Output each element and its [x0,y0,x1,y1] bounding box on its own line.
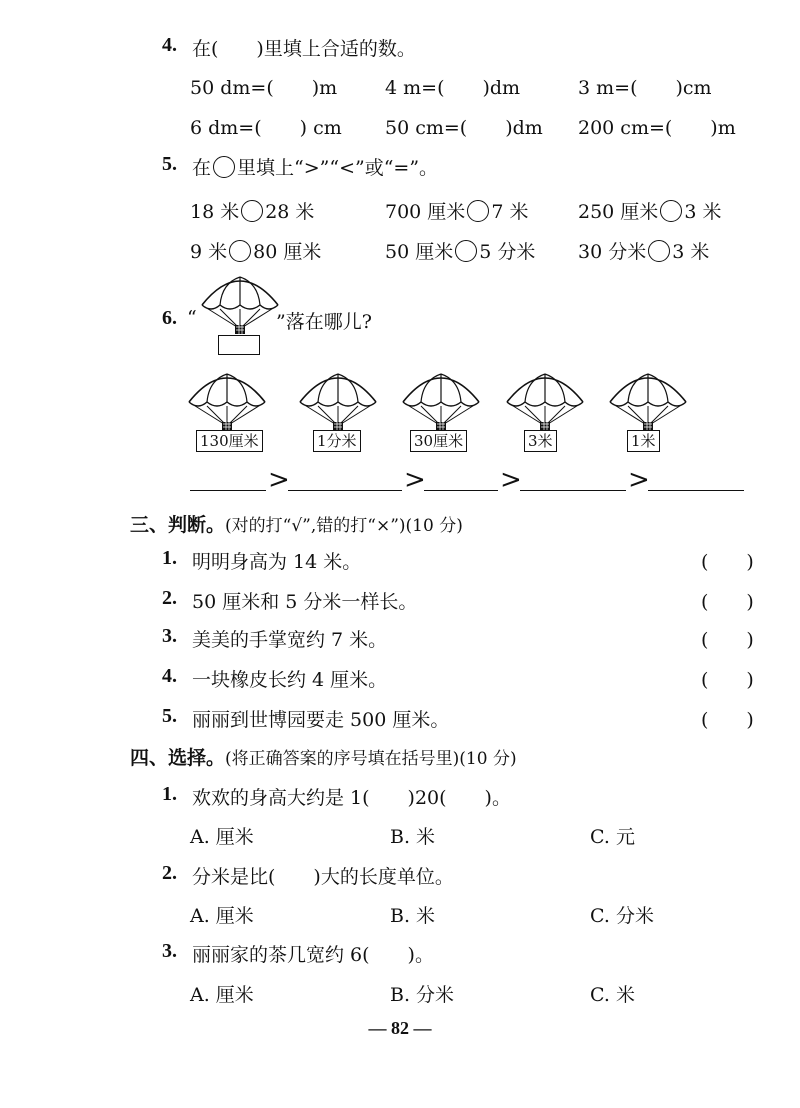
q5-item: 50 厘米 5 分米 [385,241,536,263]
parachute-label: 30厘米 [410,430,467,452]
item-number: 1. [162,547,177,569]
option-c[interactable]: C. 米 [590,984,635,1006]
parachute-label: 1分米 [313,430,361,452]
option-b[interactable]: B. 米 [390,905,436,927]
parachute-icon [200,275,280,337]
option-b[interactable]: B. 分米 [390,984,455,1006]
item-number: 3. [162,940,177,962]
parachute-icon [401,372,481,434]
q6-title: ”落在哪儿? [276,311,372,333]
parachute-icon [608,372,688,434]
judge-answer-paren[interactable]: ( ) [701,709,754,731]
q4-cell: 200 cm=( )m [578,117,736,139]
q4-cell: 4 m=( )dm [385,77,521,99]
parachute-label: 130厘米 [196,430,263,452]
answer-blank[interactable] [424,490,498,491]
item-number: 4. [162,665,177,687]
item-number: 3. [162,625,177,647]
compare-circle[interactable] [241,200,263,222]
compare-circle[interactable] [229,240,251,262]
parachute-icon [187,372,267,434]
section3-title: 三、判断。(对的打“√”,错的打“×”)(10 分) [130,514,463,536]
q5-item: 250 厘米 3 米 [578,201,722,223]
q5-title-post: 里填上“>”“<”或“=”。 [237,157,439,179]
section4-title: 四、选择。(将正确答案的序号填在括号里)(10 分) [130,747,517,769]
judge-answer-paren[interactable]: ( ) [701,591,754,613]
compare-circle[interactable] [455,240,477,262]
gt-sign: > [500,465,522,495]
parachute-label: 1米 [627,430,660,452]
option-a[interactable]: A. 厘米 [190,905,254,927]
q5-item: 700 厘米 7 米 [385,201,529,223]
option-a[interactable]: A. 厘米 [190,826,254,848]
judge-item: 50 厘米和 5 分米一样长。 [192,591,418,613]
answer-blank[interactable] [190,490,266,491]
answer-blank[interactable] [648,490,744,491]
gt-sign: > [404,465,426,495]
compare-circle[interactable] [648,240,670,262]
q4-cell: 3 m=( )cm [578,77,712,99]
item-number: 5. [162,705,177,727]
gt-sign: > [268,465,290,495]
parachute-label: 3米 [524,430,557,452]
q6-number: 6. [162,307,177,329]
choice-question: 欢欢的身高大约是 1( )20( )。 [192,787,511,809]
compare-circle[interactable] [467,200,489,222]
judge-item: 美美的手掌宽约 7 米。 [192,629,388,651]
q5-number: 5. [162,153,177,175]
choice-question: 分米是比( )大的长度单位。 [192,866,454,888]
answer-blank[interactable] [520,490,626,491]
q6-open-quote: “ [187,307,197,329]
item-number: 2. [162,587,177,609]
parachute-box [218,335,260,355]
option-c[interactable]: C. 分米 [590,905,654,927]
judge-answer-paren[interactable]: ( ) [701,629,754,651]
q5-item: 9 米 80 厘米 [190,241,322,263]
item-number: 1. [162,783,177,805]
answer-blank[interactable] [288,490,402,491]
q5-item: 30 分米 3 米 [578,241,710,263]
q4-title: 在( )里填上合适的数。 [192,38,416,60]
judge-answer-paren[interactable]: ( ) [701,551,754,573]
item-number: 2. [162,862,177,884]
q4-number: 4. [162,34,177,56]
judge-item: 明明身高为 14 米。 [192,551,362,573]
circle-icon [213,156,235,178]
page-number: — 82 — [368,1018,432,1038]
q5-title [192,153,438,180]
option-c[interactable]: C. 元 [590,826,635,848]
judge-answer-paren[interactable]: ( ) [701,669,754,691]
q5-item: 18 米 28 米 [190,201,315,223]
choice-question: 丽丽家的茶几宽约 6( )。 [192,944,434,966]
compare-circle[interactable] [660,200,682,222]
q4-cell: 50 dm=( )m [190,77,338,99]
judge-item: 一块橡皮长约 4 厘米。 [192,669,388,691]
parachute-icon [505,372,585,434]
judge-item: 丽丽到世博园要走 500 厘米。 [192,709,450,731]
q5-title-pre: 在 [192,157,212,179]
option-a[interactable]: A. 厘米 [190,984,254,1006]
q4-cell: 50 cm=( )dm [385,117,543,139]
parachute-icon [298,372,378,434]
gt-sign: > [628,465,650,495]
option-b[interactable]: B. 米 [390,826,436,848]
q4-cell: 6 dm=( ) cm [190,117,342,139]
